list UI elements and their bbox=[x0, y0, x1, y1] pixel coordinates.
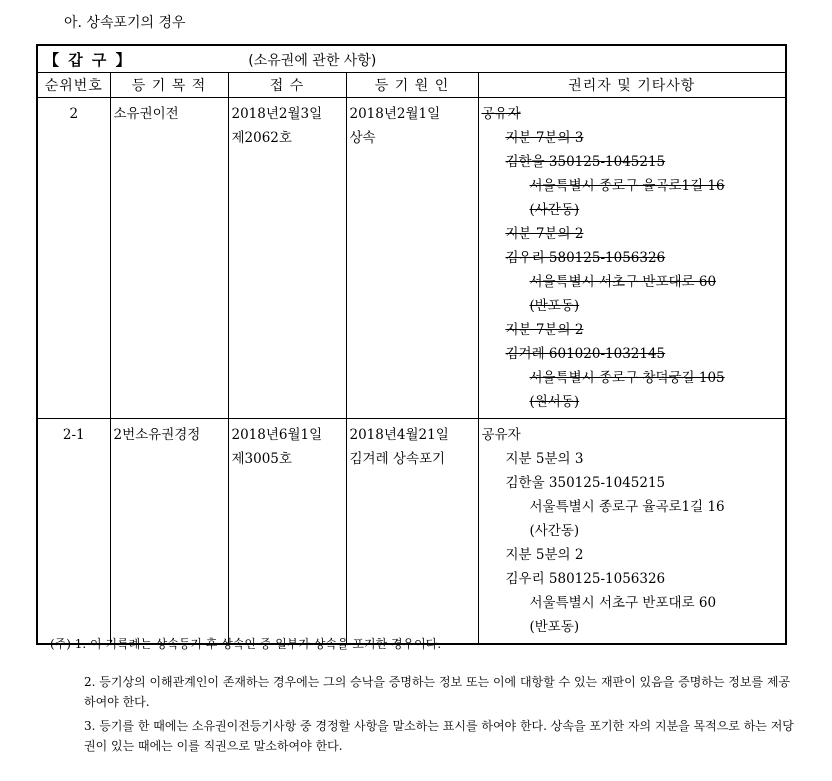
detail-text: (반포동) bbox=[529, 298, 580, 314]
col-header-purpose: 등 기 목 적 bbox=[110, 73, 228, 98]
cause-date: 2018년2월1일 bbox=[349, 106, 441, 122]
detail-text: 지분 7분의 3 bbox=[505, 130, 584, 146]
detail-text: 공유자 bbox=[481, 106, 521, 122]
col-header-receipt: 접 수 bbox=[228, 73, 346, 98]
detail-line bbox=[482, 423, 783, 447]
detail-line bbox=[482, 390, 783, 414]
detail-text: 김우리 580125-1056326 bbox=[505, 571, 666, 587]
detail-text: 서울특별시 종로구 율곡로1길 16 bbox=[529, 178, 725, 194]
receipt-number: 제3005호 bbox=[231, 451, 292, 467]
detail-line bbox=[482, 222, 783, 246]
table-row bbox=[37, 98, 786, 419]
detail-text: 김한울 350125-1045215 bbox=[505, 154, 666, 170]
detail-line bbox=[482, 246, 783, 270]
col-header-cause: 등 기 원 인 bbox=[346, 73, 478, 98]
details-cell bbox=[479, 419, 786, 643]
detail-line bbox=[482, 126, 783, 150]
receipt-date: 2018년2월3일 bbox=[231, 106, 323, 122]
gapgu-header-row bbox=[37, 45, 786, 73]
detail-text: 서울특별시 서초구 반포대로 60 bbox=[529, 274, 717, 290]
detail-text: 공유자 bbox=[481, 427, 521, 443]
detail-line bbox=[482, 495, 783, 519]
detail-line bbox=[482, 447, 783, 471]
detail-line bbox=[482, 198, 783, 222]
purpose-cell: 소유권이전 bbox=[113, 106, 179, 122]
detail-text: (원서동) bbox=[529, 394, 580, 410]
detail-line bbox=[482, 102, 783, 126]
detail-line bbox=[482, 174, 783, 198]
note-1: (주) 1. 이 기록례는 상속등기 후 상속인 중 일부가 상속을 포기한 경우이다. bbox=[50, 637, 442, 651]
receipt-number: 제2062호 bbox=[231, 130, 292, 146]
detail-line bbox=[482, 294, 783, 318]
detail-text: (사간동) bbox=[529, 202, 580, 218]
detail-text: 서울특별시 서초구 반포대로 60 bbox=[529, 595, 717, 611]
detail-text: 지분 5분의 2 bbox=[505, 547, 584, 563]
detail-text: 서울특별시 종로구 창덕궁길 105 bbox=[529, 370, 725, 386]
detail-text: 서울특별시 종로구 율곡로1길 16 bbox=[529, 499, 725, 515]
detail-line bbox=[482, 366, 783, 390]
detail-line bbox=[482, 342, 783, 366]
detail-line bbox=[482, 567, 783, 591]
table-row bbox=[37, 419, 786, 645]
note-2: 2. 등기상의 이해관계인이 존재하는 경우에는 그의 승낙을 증명하는 정보 또는 이에 대항할 수 있는 재판이 있음을 증명하는 정보를 제공하여야 한다. bbox=[84, 675, 791, 709]
note-3: 3. 등기를 한 때에는 소유권이전등기사항 중 경정할 사항을 말소하는 표시를 하여야 한다. 상속을 포기한 자의 지분을 목적으로 하는 저당권이 있는 때에는 이를 직권으로 말소하여야 한다. bbox=[84, 719, 794, 753]
detail-text: 지분 7분의 2 bbox=[505, 322, 584, 338]
detail-line bbox=[482, 591, 783, 615]
detail-line bbox=[482, 270, 783, 294]
receipt-cell bbox=[229, 98, 346, 154]
receipt-cell bbox=[229, 419, 346, 475]
purpose-cell: 2번소유권경정 bbox=[113, 427, 201, 443]
gapgu-subtitle: (소유권에 관한 사항) bbox=[248, 52, 377, 69]
register-table bbox=[36, 44, 787, 645]
rank-cell: 2-1 bbox=[62, 427, 85, 443]
detail-text: 지분 5분의 3 bbox=[505, 451, 584, 467]
detail-line bbox=[482, 471, 783, 495]
detail-line bbox=[482, 519, 783, 543]
detail-text: 지분 7분의 2 bbox=[505, 226, 584, 242]
receipt-date: 2018년6월1일 bbox=[231, 427, 323, 443]
rank-cell: 2 bbox=[69, 106, 79, 122]
section-title: 아. 상속포기의 경우 bbox=[64, 15, 186, 31]
col-header-rank: 순위번호 bbox=[37, 73, 110, 98]
notes bbox=[50, 634, 800, 760]
cause-reason: 상속 bbox=[349, 130, 376, 146]
col-header-details: 권리자 및 기타사항 bbox=[478, 73, 786, 98]
cause-date: 2018년4월21일 bbox=[349, 427, 449, 443]
cause-reason: 김겨레 상속포기 bbox=[349, 451, 446, 467]
cause-cell bbox=[347, 419, 478, 475]
detail-line bbox=[482, 318, 783, 342]
detail-text: 김우리 580125-1056326 bbox=[505, 250, 666, 266]
detail-line bbox=[482, 150, 783, 174]
detail-text: 김한울 350125-1045215 bbox=[505, 475, 666, 491]
column-header-row bbox=[37, 73, 786, 98]
cause-cell bbox=[347, 98, 478, 154]
gapgu-label: 【 갑 구 】 bbox=[44, 50, 133, 69]
detail-text: 김겨레 601020-1032145 bbox=[505, 346, 666, 362]
detail-line bbox=[482, 543, 783, 567]
detail-text: (반포동) bbox=[529, 619, 580, 635]
details-cell bbox=[479, 98, 786, 418]
detail-text: (사간동) bbox=[529, 523, 580, 539]
